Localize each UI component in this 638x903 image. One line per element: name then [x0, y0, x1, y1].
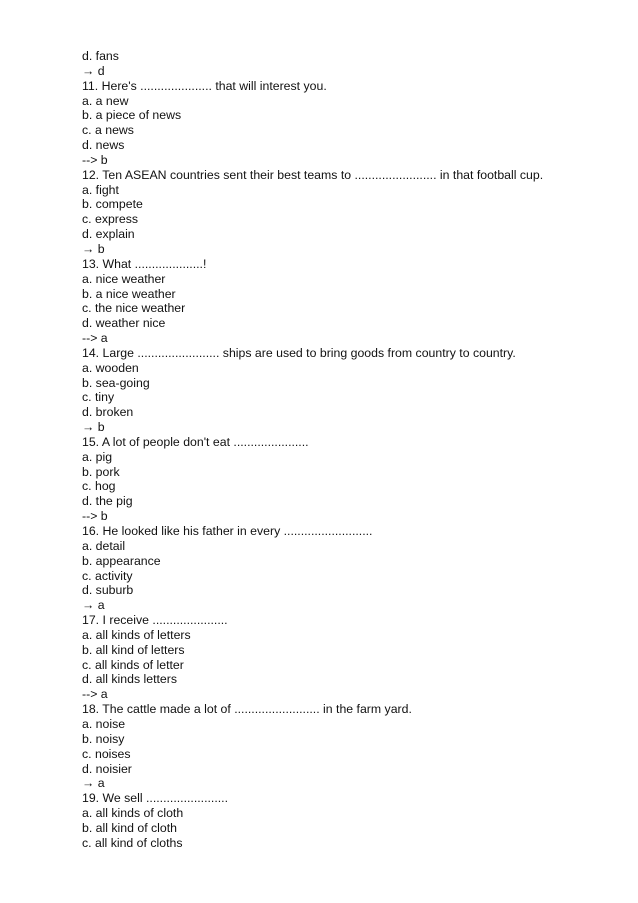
document-text: [82, 49, 602, 851]
text-line: 16. He looked like his father in every ..........................: [82, 524, 373, 538]
text-line: b. a nice weather: [82, 286, 176, 301]
text-line: d. explain: [82, 227, 135, 242]
text-line: c. hog: [82, 479, 116, 494]
text-line: d. broken: [82, 405, 134, 420]
text-line: --> a: [82, 687, 108, 702]
text-line: b. pork: [82, 464, 120, 479]
text-line: d. the pig: [82, 494, 133, 509]
text-line: b. all kind of letters: [82, 642, 185, 657]
text-line: b. compete: [82, 197, 143, 212]
text-line: → a: [82, 776, 105, 791]
text-line: d. suburb: [82, 583, 134, 598]
text-line: c. all kind of cloths: [82, 835, 183, 850]
text-line: d. news: [82, 138, 125, 153]
text-line: c. express: [82, 212, 139, 227]
text-line: 19. We sell ........................: [82, 791, 229, 806]
text-line: b. sea-going: [82, 375, 150, 390]
text-line: → b: [82, 241, 105, 256]
text-line: c. the nice weather: [82, 301, 186, 316]
text-line: --> b: [82, 509, 108, 524]
text-line: → d: [82, 63, 105, 78]
text-line: a. noise: [82, 716, 126, 731]
text-line: 17. I receive ......................: [82, 613, 228, 628]
text-line: a. fight: [82, 182, 119, 197]
text-line: c. a news: [82, 123, 134, 138]
text-line: b. a piece of news: [82, 108, 182, 123]
text-line: 13. What ....................!: [82, 256, 207, 271]
text-line: a. a new: [82, 93, 129, 108]
text-line: a. pig: [82, 449, 113, 464]
text-line: c. noises: [82, 746, 131, 761]
text-line: d. all kinds letters: [82, 672, 178, 687]
text-line: 12. Ten ASEAN countries sent their best teams to ........................ in that football cup.: [82, 167, 544, 182]
text-line: a. all kinds of cloth: [82, 806, 184, 821]
text-line: 11. Here's ..................... that will interest you.: [82, 78, 327, 93]
text-line: --> a: [82, 331, 108, 346]
text-line: 15. A lot of people don't eat ......................: [82, 434, 309, 449]
text-line: → a: [82, 598, 105, 613]
text-line: a. nice weather: [82, 271, 166, 286]
text-line: a. all kinds of letters: [82, 627, 191, 642]
text-line: d. noisier: [82, 761, 132, 776]
text-line: b. all kind of cloth: [82, 820, 178, 835]
text-line: 14. Large ........................ ships are used to bring goods from country to country.: [82, 345, 516, 360]
text-line: b. noisy: [82, 731, 125, 746]
text-line: c. activity: [82, 568, 133, 583]
text-line: c. tiny: [82, 390, 115, 405]
text-line: a. detail: [82, 538, 126, 553]
text-line: a. wooden: [82, 360, 139, 375]
text-line: c. all kinds of letter: [82, 657, 184, 672]
text-line: d. fans: [82, 49, 119, 63]
text-line: d. weather nice: [82, 316, 166, 331]
text-line: → b: [82, 420, 105, 435]
text-line: --> b: [82, 152, 108, 167]
text-line: 18. The cattle made a lot of ......................... in the farm yard.: [82, 702, 412, 717]
text-line: b. appearance: [82, 553, 161, 568]
